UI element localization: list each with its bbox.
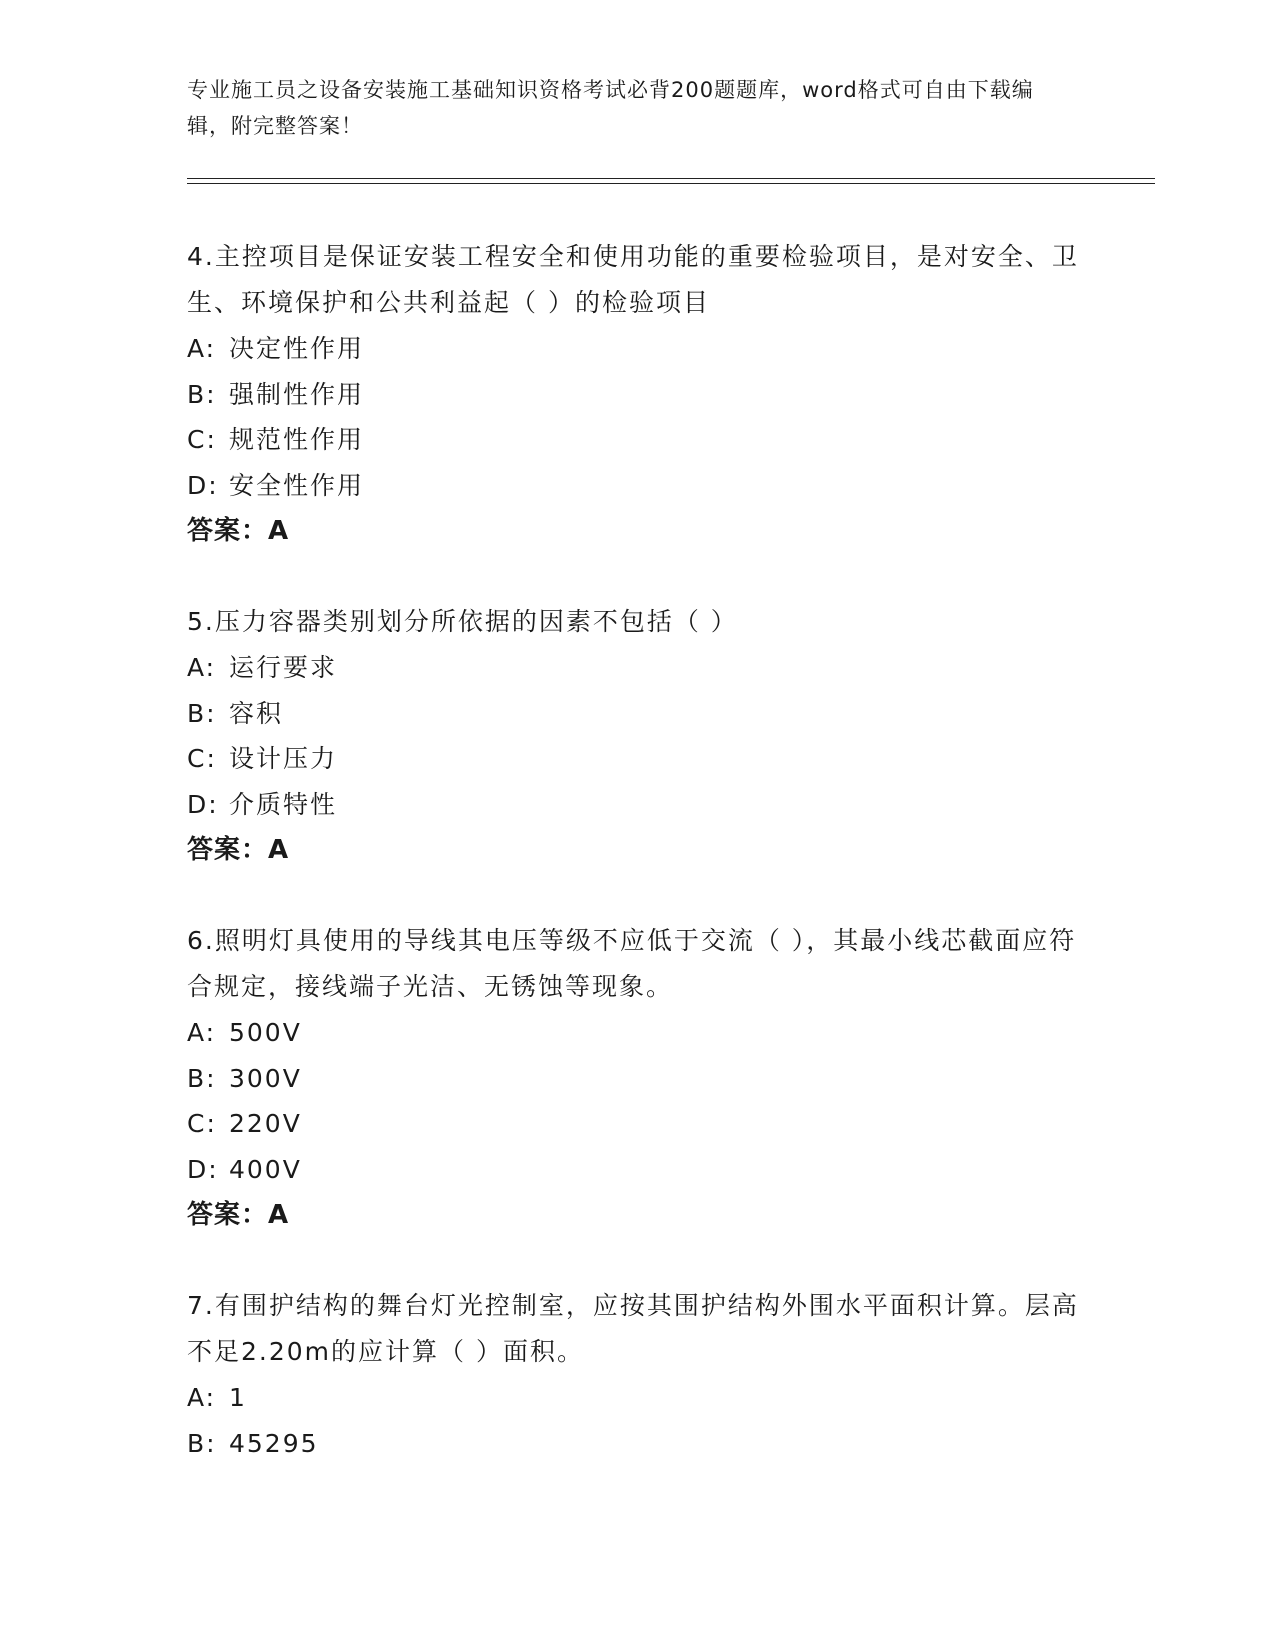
option-b bbox=[187, 1056, 1087, 1102]
option-key: D: bbox=[187, 470, 219, 500]
answer-line: 答案：A bbox=[187, 835, 290, 865]
option-d bbox=[187, 463, 1087, 509]
option-key: B: bbox=[187, 698, 217, 728]
option-text: 强制性作用 bbox=[229, 379, 365, 409]
option-key: C: bbox=[187, 744, 217, 773]
option-key: B: bbox=[187, 1428, 217, 1458]
header-rule-top bbox=[187, 178, 1155, 179]
option-b bbox=[187, 1421, 1087, 1467]
option-c bbox=[187, 1101, 1087, 1147]
option-text: 500V bbox=[229, 1018, 302, 1047]
option-key: B: bbox=[187, 379, 217, 409]
question-stem: 5.压力容器类别划分所依据的因素不包括（ ） bbox=[187, 607, 738, 636]
option-b bbox=[187, 691, 1087, 737]
option-text: 容积 bbox=[229, 698, 284, 728]
option-a bbox=[187, 1375, 1087, 1421]
question-stem: 7.有围护结构的舞台灯光控制室，应按其围护结构外围水平面积计算。层高不足2.20m的应计算（ ）面积。 bbox=[187, 1291, 1079, 1366]
option-text: 安全性作用 bbox=[229, 470, 365, 500]
option-key: C: bbox=[187, 425, 217, 454]
header-text: 专业施工员之设备安装施工基础知识资格考试必背200题题库，word格式可自由下载编辑，附完整答案！ bbox=[187, 78, 1034, 138]
option-d bbox=[187, 1147, 1087, 1193]
option-a bbox=[187, 645, 1087, 691]
option-key: A: bbox=[187, 334, 217, 363]
option-text: 45295 bbox=[229, 1428, 319, 1458]
option-text: 400V bbox=[229, 1154, 302, 1184]
option-text: 设计压力 bbox=[229, 744, 338, 773]
option-text: 介质特性 bbox=[229, 789, 338, 819]
option-key: D: bbox=[187, 789, 219, 819]
option-text: 决定性作用 bbox=[229, 334, 365, 363]
answer-line: 答案：A bbox=[187, 1200, 290, 1230]
option-key: A: bbox=[187, 1018, 217, 1047]
option-a bbox=[187, 326, 1087, 372]
question-stem: 4.主控项目是保证安装工程安全和使用功能的重要检验项目，是对安全、卫生、环境保护和公共利益起（ ）的检验项目 bbox=[187, 242, 1079, 317]
option-text: 规范性作用 bbox=[229, 425, 365, 454]
option-key: C: bbox=[187, 1109, 217, 1138]
option-text: 1 bbox=[229, 1383, 247, 1412]
option-text: 220V bbox=[229, 1109, 302, 1138]
option-b bbox=[187, 372, 1087, 418]
question-7 bbox=[187, 1283, 1087, 1466]
header-rule-bottom bbox=[187, 183, 1155, 184]
answer-line: 答案：A bbox=[187, 516, 290, 546]
question-4 bbox=[187, 234, 1087, 554]
option-text: 运行要求 bbox=[229, 653, 338, 682]
option-key: D: bbox=[187, 1154, 219, 1184]
option-key: A: bbox=[187, 1383, 217, 1412]
question-5 bbox=[187, 599, 1087, 873]
option-key: A: bbox=[187, 653, 217, 682]
option-a bbox=[187, 1010, 1087, 1056]
document-header bbox=[187, 72, 1067, 144]
option-c bbox=[187, 736, 1087, 782]
option-text: 300V bbox=[229, 1063, 302, 1093]
option-key: B: bbox=[187, 1063, 217, 1093]
question-stem: 6.照明灯具使用的导线其电压等级不应低于交流（ ），其最小线芯截面应符合规定，接线端子光洁、无锈蚀等现象。 bbox=[187, 926, 1077, 1001]
option-c bbox=[187, 417, 1087, 463]
option-d bbox=[187, 782, 1087, 828]
question-6 bbox=[187, 918, 1087, 1238]
